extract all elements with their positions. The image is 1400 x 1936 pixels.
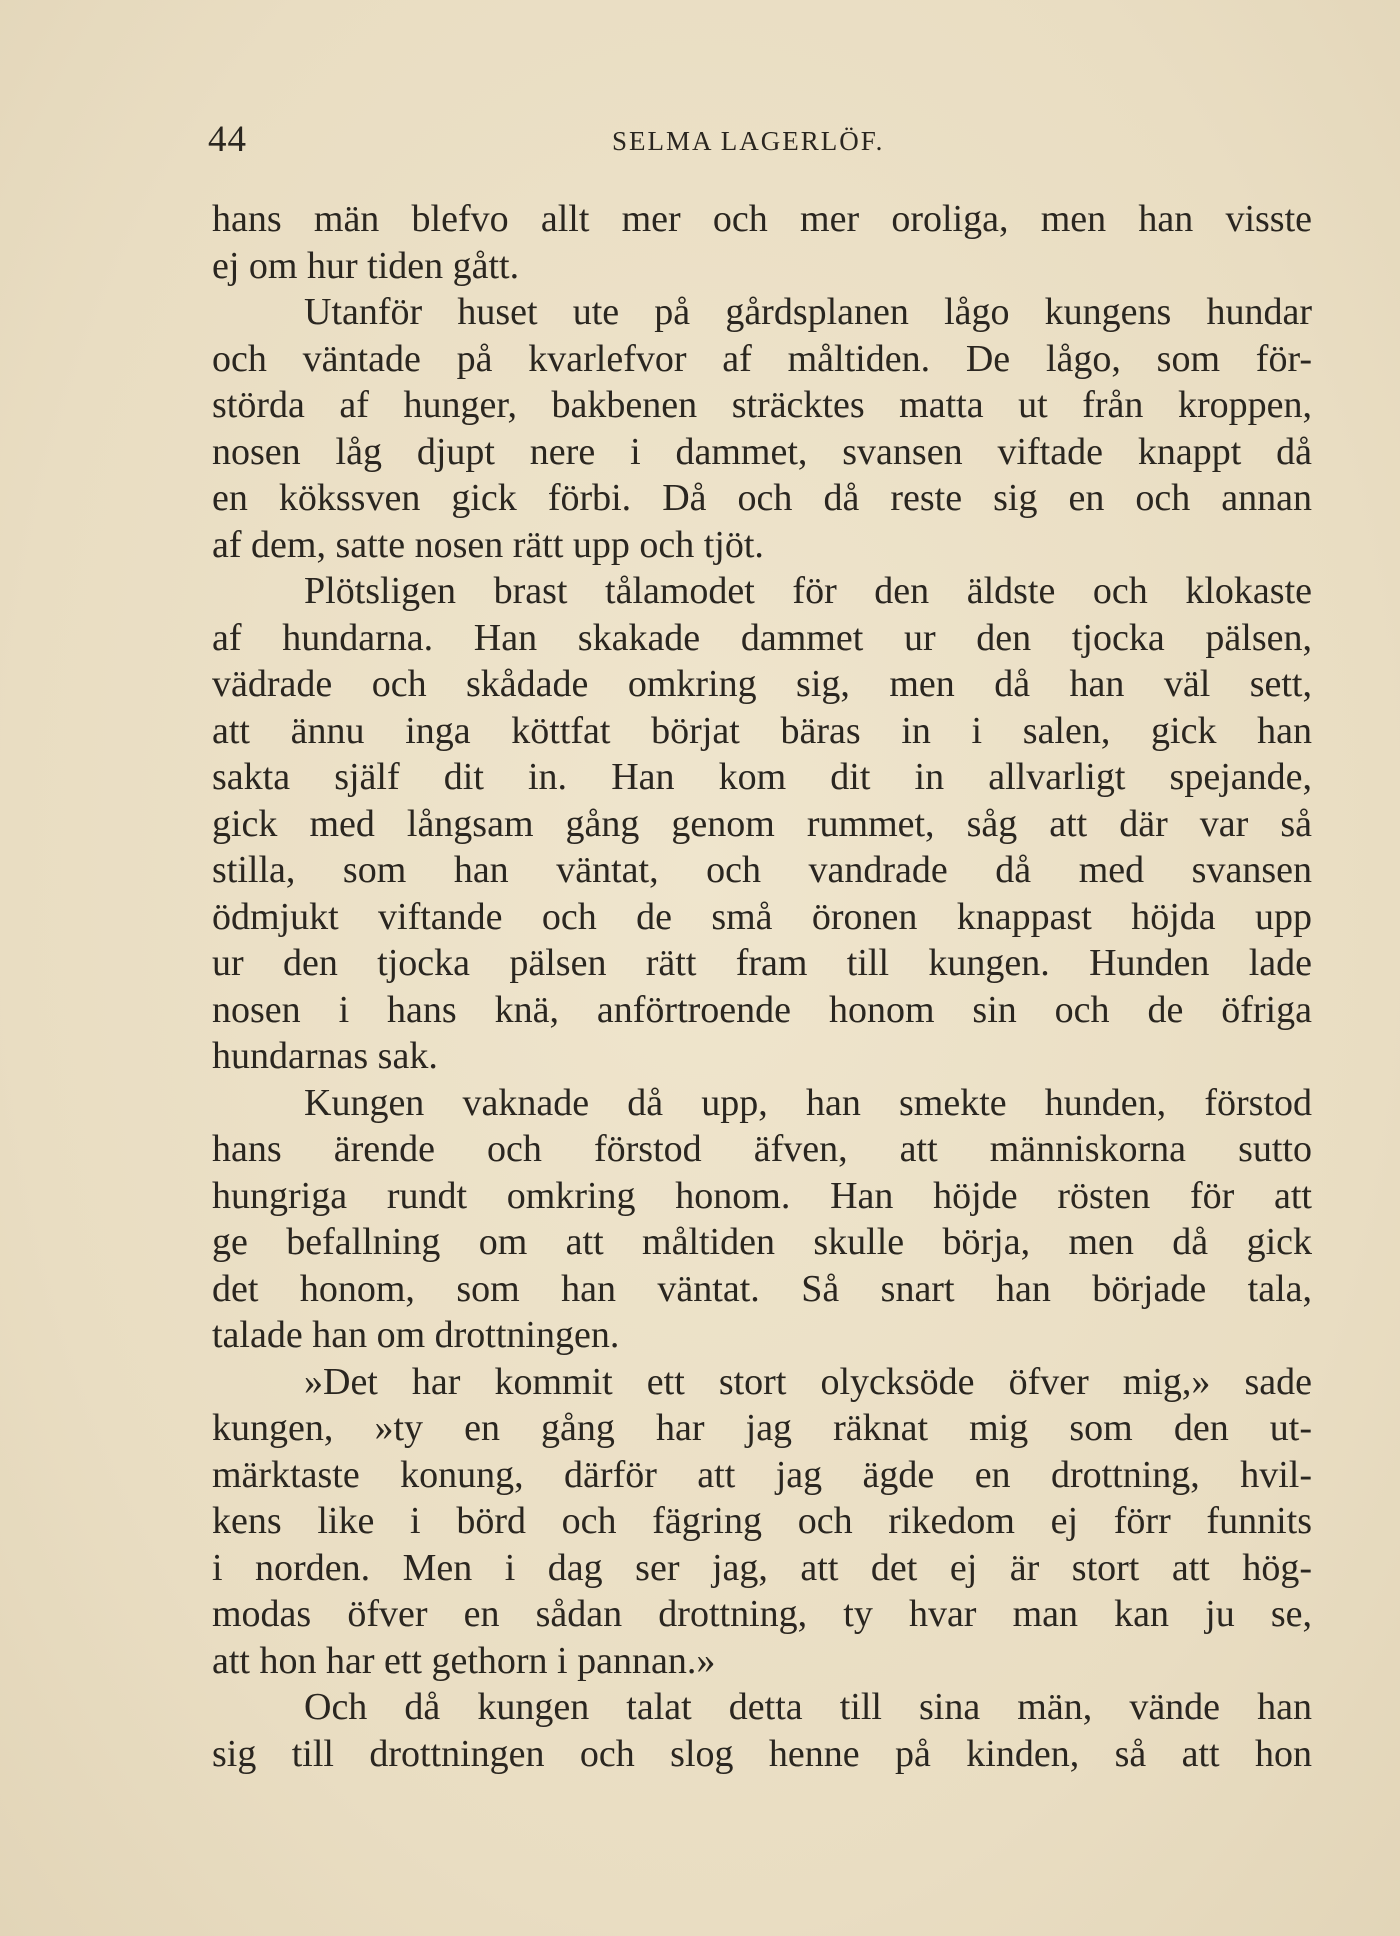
text-line: gick med långsam gång genom rummet, såg att där var så xyxy=(212,802,1312,845)
text-line: Och då kungen talat detta till sina män, vände han xyxy=(304,1686,1312,1728)
text-line: märktaste konung, därför att jag ägde en drottning, hvil- xyxy=(212,1453,1312,1496)
text-line: hans män blefvo allt mer och mer oroliga, men han visste xyxy=(212,198,1312,240)
text-line: och väntade på kvarlefvor af måltiden. De lågo, som för- xyxy=(212,337,1312,380)
running-head: SELMA LAGERLÖF. xyxy=(612,126,885,156)
text-line: Utanför huset ute på gårdsplanen lågo kungens hundar xyxy=(304,291,1312,333)
text-line: nosen i hans knä, anförtroende honom sin och de öfriga xyxy=(212,988,1312,1031)
text-line: kens like i börd och fägring och rikedom ej förr funnits xyxy=(212,1500,1312,1542)
text-line: stilla, som han väntat, och vandrade då med svansen xyxy=(212,849,1312,891)
text-line: att hon har ett gethorn i pannan.» xyxy=(212,1639,716,1682)
text-line: det honom, som han väntat. Så snart han började tala, xyxy=(212,1267,1312,1310)
text-line: hans ärende och förstod äfven, att människorna sutto xyxy=(212,1128,1312,1170)
text-line: modas öfver en sådan drottning, ty hvar man kan ju se, xyxy=(212,1593,1312,1635)
text-line: hungriga rundt omkring honom. Han höjde rösten för att xyxy=(212,1174,1312,1217)
text-line: af hundarna. Han skakade dammet ur den tjocka pälsen, xyxy=(212,616,1312,659)
text-line: ej om hur tiden gått. xyxy=(212,244,520,287)
text-line: vädrade och skådade omkring sig, men då han väl sett, xyxy=(212,663,1312,705)
text-line: kungen, »ty en gång har jag räknat mig som den ut- xyxy=(212,1407,1312,1449)
text-line: nosen låg djupt nere i dammet, svansen viftade knappt då xyxy=(212,430,1312,473)
body-text xyxy=(212,196,1312,1777)
text-line: störda af hunger, bakbenen sträcktes matta ut från kroppen, xyxy=(212,384,1312,426)
text-line: sakta själf dit in. Han kom dit in allvarligt spejande, xyxy=(212,756,1312,798)
text-line: Plötsligen brast tålamodet för den äldste och klokaste xyxy=(304,570,1312,612)
text-line: ödmjukt viftande och de små öronen knappast höjda upp xyxy=(212,895,1312,938)
text-line: »Det har kommit ett stort olycksöde öfver mig,» sade xyxy=(304,1360,1312,1403)
text-line: Kungen vaknade då upp, han smekte hunden, förstod xyxy=(304,1081,1312,1124)
text-line: i norden. Men i dag ser jag, att det ej är stort att hög- xyxy=(212,1546,1312,1589)
text-line: af dem, satte nosen rätt upp och tjöt. xyxy=(212,523,764,566)
text-line: hundarnas sak. xyxy=(212,1035,438,1077)
text-line: sig till drottningen och slog henne på kinden, så att hon xyxy=(212,1732,1312,1775)
page-number: 44 xyxy=(208,119,247,160)
text-line: ur den tjocka pälsen rätt fram till kungen. Hunden lade xyxy=(212,942,1312,984)
text-line: en kökssven gick förbi. Då och då reste sig en och annan xyxy=(212,477,1312,519)
page-header xyxy=(208,118,1312,168)
text-line: talade han om drottningen. xyxy=(212,1314,620,1356)
text-line: ge befallning om att måltiden skulle börja, men då gick xyxy=(212,1221,1312,1263)
text-line: att ännu inga köttfat börjat bäras in i salen, gick han xyxy=(212,709,1312,752)
